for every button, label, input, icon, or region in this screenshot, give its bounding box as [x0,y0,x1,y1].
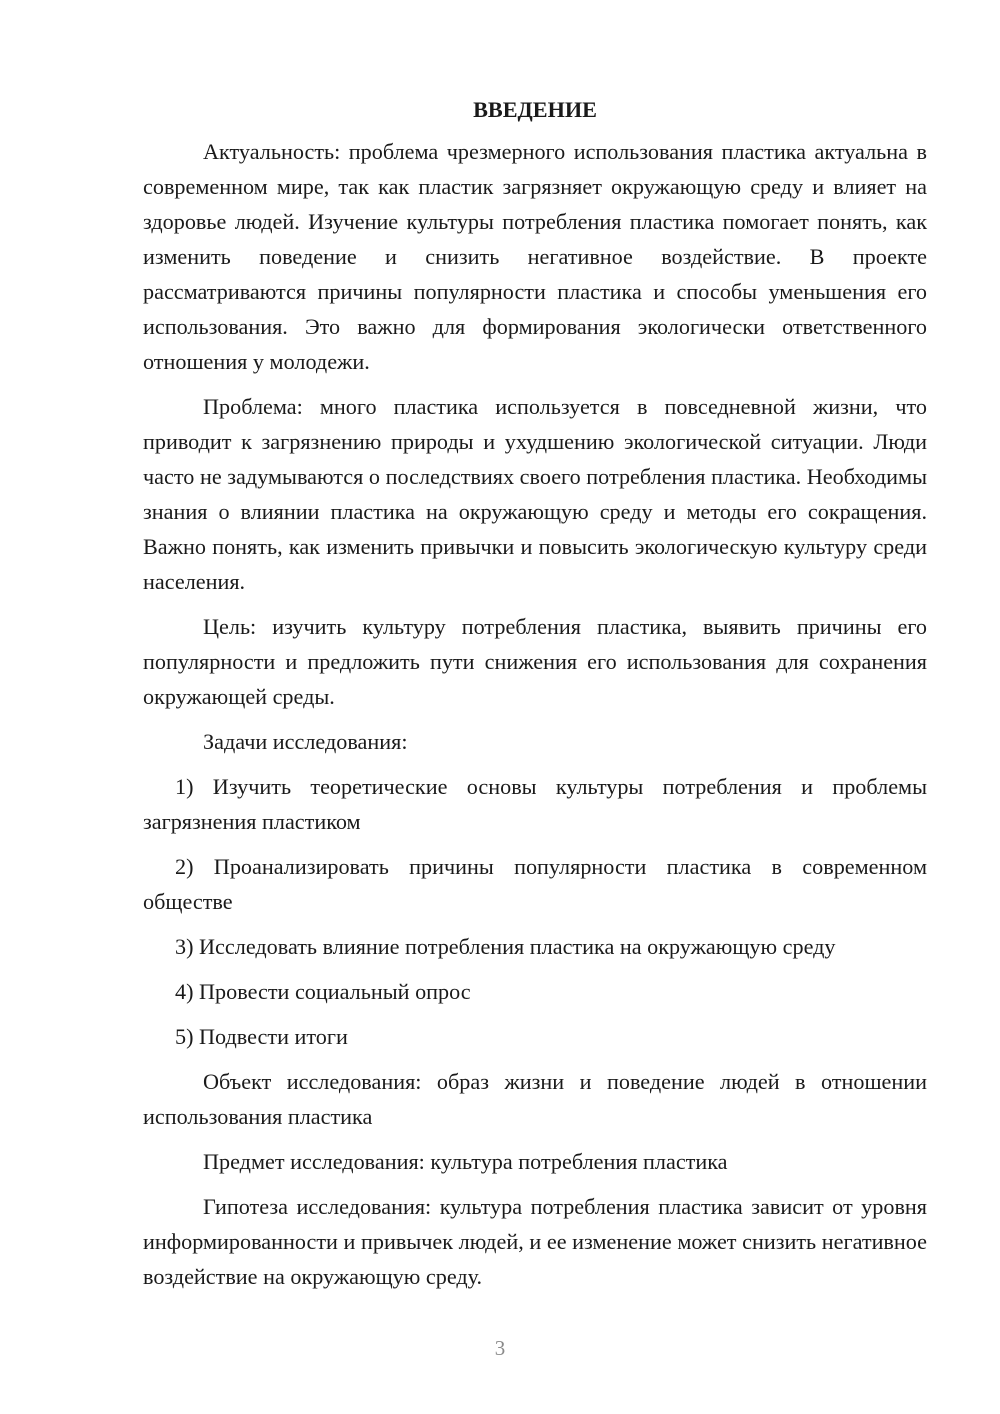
task-item-1: 1) Изучить теоретические основы культуры потребления и проблемы загрязнения пластиком [143,774,927,834]
tasks-heading: Задачи исследования: [203,729,408,754]
tasks-list [143,769,927,1054]
task-item-5: 5) Подвести итоги [175,1024,348,1049]
relevance-paragraph: Актуальность: проблема чрезмерного использования пластика актуальна в современном мире, так как пластик загрязняет окружающую среду и влияет на здоровье людей. Изучение культуры потребления пластика помогает понять, как изменить поведение и снизить негативное воздействие. В проекте рассматриваются причины популярности пластика и способы уменьшения его использования. Это важно для формирования экологически ответственного отношения у молодежи. [143,139,927,374]
problem-paragraph: Проблема: много пластика используется в повседневной жизни, что приводит к загрязнению природы и ухудшению экологической ситуации. Люди часто не задумываются о последствиях своего потребления пластика. Необходимы знания о влиянии пластика на окружающую среду и методы его сокращения. Важно понять, как изменить привычки и повысить экологическую культуру среди населения. [143,394,927,594]
goal-paragraph: Цель: изучить культуру потребления пластика, выявить причины его популярности и предложить пути снижения его использования для сохранения окружающей среды. [143,614,927,709]
page-number: 3 [494,1336,506,1360]
hypothesis-paragraph: Гипотеза исследования: культура потребления пластика зависит от уровня информированности и привычек людей, и ее изменение может снизить негативное воздействие на окружающую среду. [143,1194,927,1289]
subject-paragraph: Предмет исследования: культура потребления пластика [203,1149,728,1174]
document-page [143,92,927,1304]
section-title: ВВЕДЕНИЕ [473,97,597,122]
task-item-3: 3) Исследовать влияние потребления пластика на окружающую среду [175,934,836,959]
object-paragraph: Объект исследования: образ жизни и поведение людей в отношении использования пластика [143,1069,927,1129]
task-item-4: 4) Провести социальный опрос [175,979,471,1004]
task-item-2: 2) Проанализировать причины популярности пластика в современном обществе [143,854,927,914]
